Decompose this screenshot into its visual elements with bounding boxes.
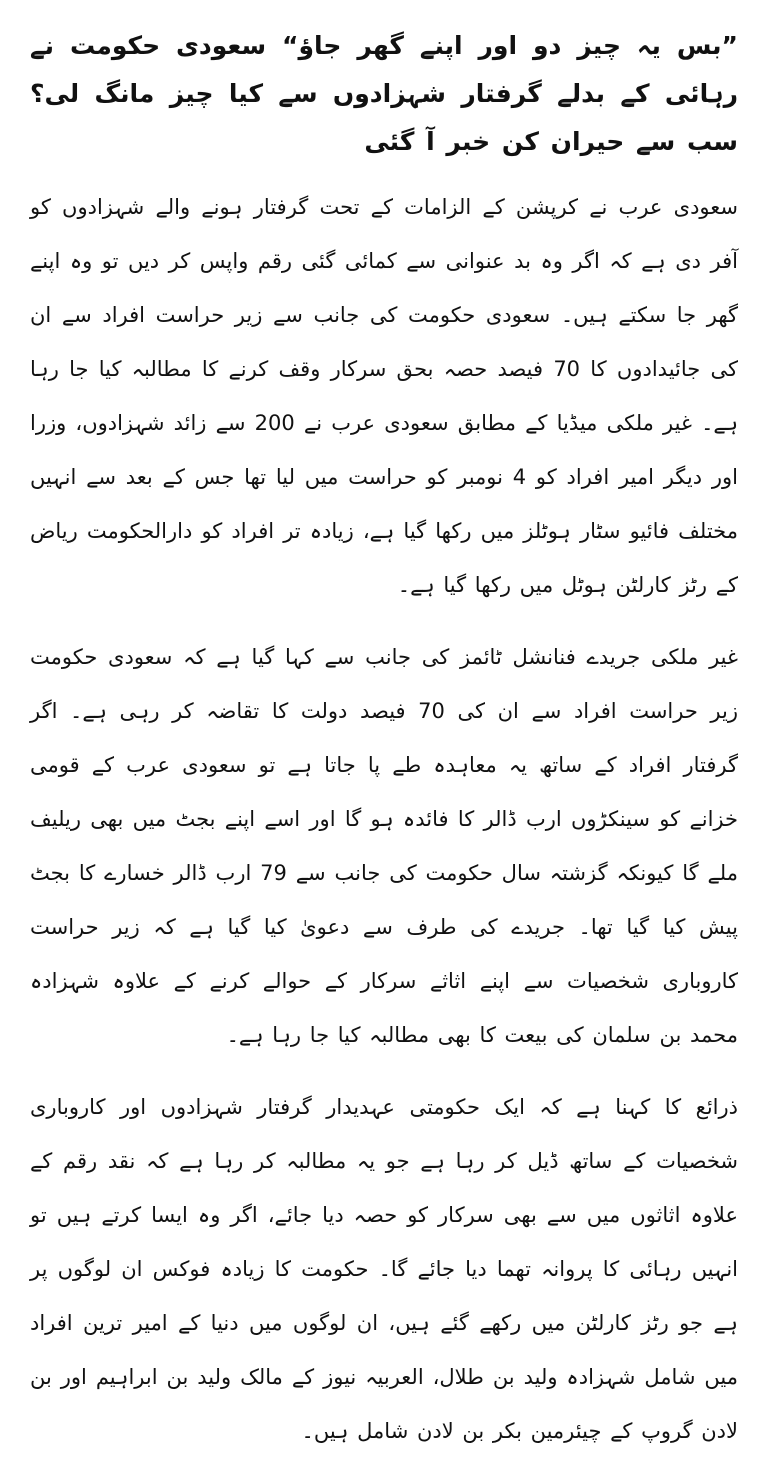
article-headline: ”بس یہ چیز دو اور اپنے گھر جاؤ“ سعودی حکومت نے رہائی کے بدلے گرفتار شہزادوں سے کیا چیز مانگ لی؟ سب سے حیران کن خبر آ گئی — [30, 31, 738, 156]
article-paragraph: ذرائع کا کہنا ہے کہ ایک حکومتی عہدیدار گرفتار شہزادوں اور کاروباری شخصیات کے ساتھ ڈیل کر رہا ہے جو یہ مطالبہ کر رہا ہے کہ نقد رقم کے علاوہ اثاثوں میں سے بھی سرکار کو حصہ دیا جائے، اگر وہ ایسا کرتے ہیں تو انہیں رہائی کا پروانہ تھما دیا جائے گا۔ حکومت کا زیادہ فوکس ان لوگوں پر ہے جو رٹز کارلٹن میں رکھے گئے ہیں، ان لوگوں میں دنیا کے امیر ترین افراد میں شامل شہزادہ ولید بن طلال، العربیہ نیوز کے مالک ولید بن ابراہیم اور بن لادن گروپ کے چیئرمین بکر بن لادن شامل ہیں۔ — [30, 1095, 738, 1443]
article — [30, 22, 738, 1458]
article-paragraph: سعودی عرب نے کرپشن کے الزامات کے تحت گرفتار ہونے والے شہزادوں کو آفر دی ہے کہ اگر وہ بد عنوانی سے کمائی گئی رقم واپس کر دیں تو وہ اپنے گھر جا سکتے ہیں۔ سعودی حکومت کی جانب سے زیر حراست افراد سے ان کی جائیدادوں کا 70 فیصد حصہ بحق سرکار وقف کرنے کا مطالبہ کیا جا رہا ہے۔ غیر ملکی میڈیا کے مطابق سعودی عرب نے 200 سے زائد شہزادوں، وزرا اور دیگر امیر افراد کو 4 نومبر کو حراست میں لیا تھا جس کے بعد سے انہیں مختلف فائیو سٹار ہوٹلز میں رکھا گیا ہے، زیادہ تر افراد کو دارالحکومت ریاض کے رٹز کارلٹن ہوٹل میں رکھا گیا ہے۔ — [30, 195, 739, 597]
article-paragraph: غیر ملکی جریدے فنانشل ٹائمز کی جانب سے کہا گیا ہے کہ سعودی حکومت زیر حراست افراد سے ان کی 70 فیصد دولت کا تقاضہ کر رہی ہے۔ اگر گرفتار افراد کے ساتھ یہ معاہدہ طے پا جاتا ہے تو سعودی عرب کے قومی خزانے کو سینکڑوں ارب ڈالر کا فائدہ ہو گا اور اسے اپنے بجٹ میں بھی ریلیف ملے گا کیونکہ گزشتہ سال حکومت کی جانب سے 79 ارب ڈالر خسارے کا بجٹ پیش کیا گیا تھا۔ جریدے کی طرف سے دعویٰ کیا گیا ہے کہ زیر حراست کاروباری شخصیات سے اپنے اثاثے سرکار کے حوالے کرنے کے علاوہ شہزادہ محمد بن سلمان کی بیعت کا بھی مطالبہ کیا جا رہا ہے۔ — [30, 645, 738, 1047]
